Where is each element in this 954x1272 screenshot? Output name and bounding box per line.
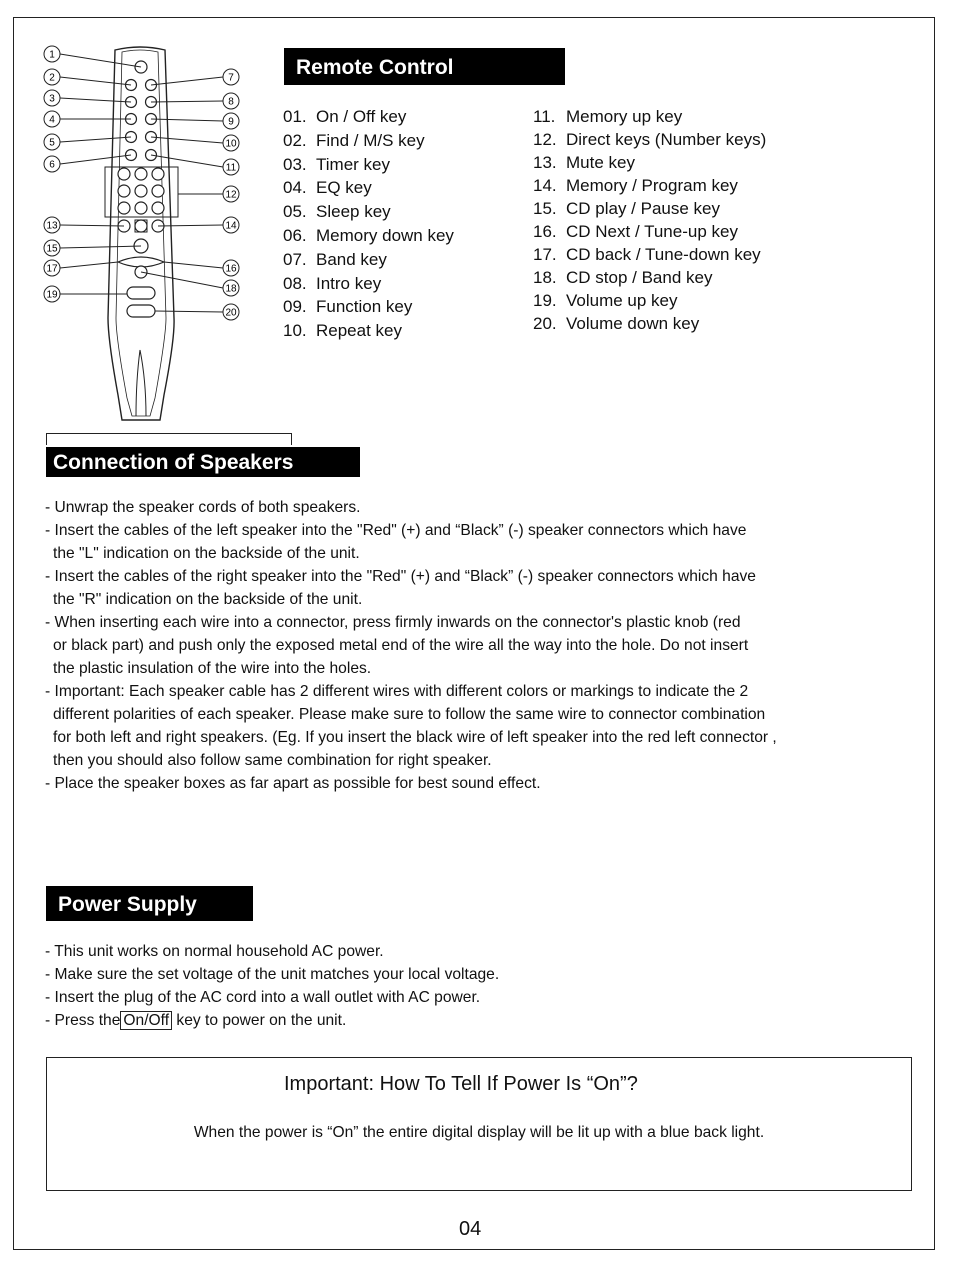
- paragraph-line: for both left and right speakers. (Eg. If you insert the black wire of left speaker into the red left connector ,: [53, 729, 777, 746]
- remote-control-diagram: [40, 40, 250, 430]
- paragraph-line: different polarities of each speaker. Please make sure to follow the same wire to connector combination: [53, 706, 766, 723]
- key-list-item: 13. Mute key: [533, 153, 635, 172]
- callout-number: 6: [49, 159, 55, 171]
- volume-up-button: [127, 287, 155, 299]
- paragraph-line: - Insert the cables of the left speaker into the "Red" (+) and “Black” (-) speaker connectors which have: [45, 522, 747, 539]
- key-list-item: 18. CD stop / Band key: [533, 268, 713, 287]
- key-list-item: 05. Sleep key: [283, 202, 391, 222]
- key-list-item: 10. Repeat key: [283, 321, 402, 341]
- key-list-item: 15. CD play / Pause key: [533, 199, 721, 218]
- paragraph-line: the "R" indication on the backside of the unit.: [53, 591, 363, 608]
- speakers-heading: Connection of Speakers: [46, 447, 360, 477]
- paragraph-line: - When inserting each wire into a connector, press firmly inwards on the connector's plastic knob (red: [45, 614, 741, 631]
- key-list-item: 16. CD Next / Tune-up key: [533, 222, 738, 241]
- callout-number: 1: [49, 49, 55, 61]
- speakers-instructions: [45, 496, 777, 795]
- notice-body: When the power is “On” the entire digital display will be lit up with a blue back light.: [193, 1124, 765, 1141]
- key-list-item: 06. Memory down key: [283, 225, 454, 245]
- paragraph-line: - Important: Each speaker cable has 2 different wires with different colors or markings to indicate the 2: [45, 683, 749, 700]
- key-list-item: 01. On / Off key: [283, 107, 407, 126]
- on-off-key-label: On/Off: [120, 1011, 172, 1030]
- key-list-item: 03. Timer key: [283, 154, 390, 174]
- paragraph-line: - Press the On/Off key to power on the unit.: [45, 1012, 347, 1029]
- key-list-item: 20. Volume down key: [533, 314, 700, 333]
- important-notice-box: [46, 1057, 912, 1191]
- callout-number: 9: [228, 116, 234, 128]
- callout-number: 14: [225, 220, 237, 232]
- callout-number: 20: [225, 307, 237, 319]
- paragraph-line: - Insert the plug of the AC cord into a wall outlet with AC power.: [45, 989, 481, 1006]
- paragraph-line: then you should also follow same combination for right speaker.: [53, 752, 492, 769]
- key-list-item: 17. CD back / Tune-down key: [533, 245, 761, 264]
- callout-number: 8: [228, 96, 234, 108]
- key-list-item: 04. EQ key: [283, 178, 372, 198]
- paragraph-line: - Make sure the set voltage of the unit matches your local voltage.: [45, 966, 500, 983]
- power-supply-heading: Power Supply: [46, 886, 253, 921]
- callout-number: 12: [225, 189, 237, 201]
- key-list-item: 11. Memory up key: [533, 107, 683, 126]
- key-list-item: 08. Intro key: [283, 273, 382, 293]
- key-list-right: [533, 105, 766, 335]
- key-list-item: 09. Function key: [283, 297, 413, 317]
- callout-number: 17: [46, 263, 58, 275]
- paragraph-line: - Place the speaker boxes as far apart as possible for best sound effect.: [45, 775, 541, 792]
- callout-number: 3: [49, 93, 55, 105]
- key-list-item: 14. Memory / Program key: [533, 176, 738, 195]
- power-instructions: [45, 940, 499, 1032]
- paragraph-line: - Unwrap the speaker cords of both speakers.: [45, 499, 361, 516]
- callout-number: 7: [228, 72, 234, 84]
- callout-number: 5: [49, 137, 55, 149]
- paragraph-line: - This unit works on normal household AC power.: [45, 943, 384, 960]
- paragraph-line: the plastic insulation of the wire into the holes.: [53, 660, 372, 677]
- page-number: 04: [459, 1218, 482, 1240]
- callout-number: 19: [46, 289, 58, 301]
- paragraph-line: the "L" indication on the backside of the unit.: [53, 545, 360, 562]
- callout-number: 4: [49, 114, 55, 126]
- key-list-item: 07. Band key: [283, 249, 387, 269]
- remote-control-heading: Remote Control: [284, 48, 565, 85]
- callout-number: 18: [225, 283, 237, 295]
- callout-number: 10: [225, 138, 237, 150]
- callout-number: 13: [46, 220, 58, 232]
- callout-number: 2: [49, 72, 55, 84]
- key-list-item: 12. Direct keys (Number keys): [533, 130, 767, 149]
- key-list-item: 02. Find / M/S key: [283, 130, 425, 150]
- volume-down-button: [127, 305, 155, 317]
- paragraph-line: - Insert the cables of the right speaker into the "Red" (+) and “Black” (-) speaker connectors which have: [45, 568, 756, 585]
- callout-number: 15: [46, 243, 58, 255]
- key-list-left: [283, 105, 454, 343]
- callout-number: 16: [225, 263, 237, 275]
- key-list-item: 19. Volume up key: [533, 291, 678, 310]
- callout-number: 11: [225, 162, 237, 174]
- speakers-heading-rule: [46, 433, 292, 445]
- notice-title: Important: How To Tell If Power Is “On”?: [284, 1073, 638, 1095]
- paragraph-line: or black part) and push only the exposed metal end of the wire all the way into the hole. Do not insert: [53, 637, 749, 654]
